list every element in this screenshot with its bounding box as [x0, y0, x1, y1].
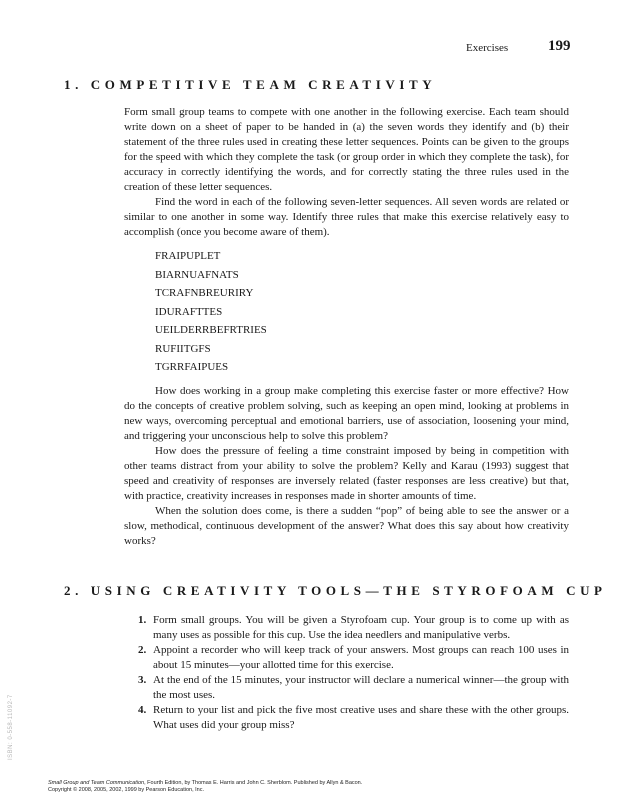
letter-sequence: UEILDERRBEFRTRIES: [155, 324, 267, 336]
list-item: [124, 643, 569, 673]
item-number: 2.: [138, 644, 147, 656]
page-number: 199: [548, 38, 571, 54]
paragraph: How does working in a group make completing this exercise faster or more effective? How do the concepts of creative problem solving, such as keeping an open mind, looking at problems in new ways, overcoming perceptual and emotional barriers, use of association, loosening your mind, and triggering your unconscious help to solve this problem?: [124, 385, 569, 442]
item-text: Form small groups. You will be given a Styrofoam cup. Your group is to come up with as many uses as possible for this cup. Use the idea needlers and manipulative verbs.: [153, 614, 569, 641]
list-item: [124, 673, 569, 703]
running-header-label: Exercises: [466, 42, 509, 54]
isbn-watermark: ISBN: 0-558-11092-7: [8, 694, 14, 760]
letter-sequence: RUFIITGFS: [155, 342, 211, 355]
paragraph: Form small group teams to compete with one another in the following exercise. Each team should write down on a sheet of paper to be handed in (a) the seven words they identify and (b) their statement of the three rules used in creating these letter sequences. Points can be given to the groups for the speed with which they complete the task (or group order in which they complete the task), for accuracy in correctly identifying the words, and for correctly stating the three rules used in the creation of these letter sequences.: [124, 106, 569, 193]
list-item: [124, 613, 569, 643]
letter-sequence: TCRAFNBREURIRY: [155, 287, 254, 299]
section-1-discussion: [124, 384, 569, 549]
item-number: 4.: [138, 704, 147, 716]
letter-sequence-list: [155, 247, 267, 377]
footer-credits: , Fourth Edition, by Thomas E. Harris and John C. Sherblom. Published by Allyn & Bacon.: [144, 780, 363, 786]
book-title: Small Group and Team Communication: [48, 780, 145, 786]
item-text: Return to your list and pick the five most creative uses and share these with the other groups. What uses did your group miss?: [153, 704, 569, 731]
letter-sequence: IDURAFTTES: [155, 305, 223, 318]
paragraph: When the solution does come, is there a sudden “pop” of being able to see the answer or a slow, methodical, continuous development of the answer? What does this say about how creativity works?: [124, 505, 569, 547]
section-2-title: 2. USING CREATIVITY TOOLS—THE STYROFOAM CUP: [64, 583, 607, 598]
letter-sequence: BIARNUAFNATS: [155, 268, 239, 281]
copyright-footer: [48, 780, 362, 794]
item-number: 1.: [138, 614, 147, 626]
section-1-intro: [124, 105, 569, 240]
letter-sequence: TGRRFAIPUES: [155, 361, 229, 373]
letter-sequence: FRAIPUPLET: [155, 250, 221, 262]
footer-line-2: Copyright © 2008, 2005, 2002, 1999 by Pearson Education, Inc.: [48, 787, 205, 793]
instructions-list: [124, 613, 569, 733]
section-1-title: 1. COMPETITIVE TEAM CREATIVITY: [64, 77, 437, 92]
item-text: At the end of the 15 minutes, your instructor will declare a numerical winner—the group with the most uses.: [153, 674, 569, 701]
item-text: Appoint a recorder who will keep track of your answers. Most groups can reach 100 uses in about 15 minutes—your allotted time for this exercise.: [153, 644, 569, 671]
footer-line-1: [48, 780, 362, 787]
paragraph: How does the pressure of feeling a time constraint imposed by being in competition with other teams distract from your ability to solve the problem? Kelly and Karau (1993) suggest that speed and creativity of responses are inversely related (faster responses are less creative) but that, with practice, creativity increases in responses made in shorter amounts of time.: [124, 445, 569, 502]
paragraph: Find the word in each of the following seven-letter sequences. All seven words are related or similar to one another in some way. Identify three rules that make this exercise relatively easy to accomplish (once you become aware of them).: [124, 196, 569, 238]
item-number: 3.: [138, 674, 147, 686]
list-item: [124, 703, 569, 733]
